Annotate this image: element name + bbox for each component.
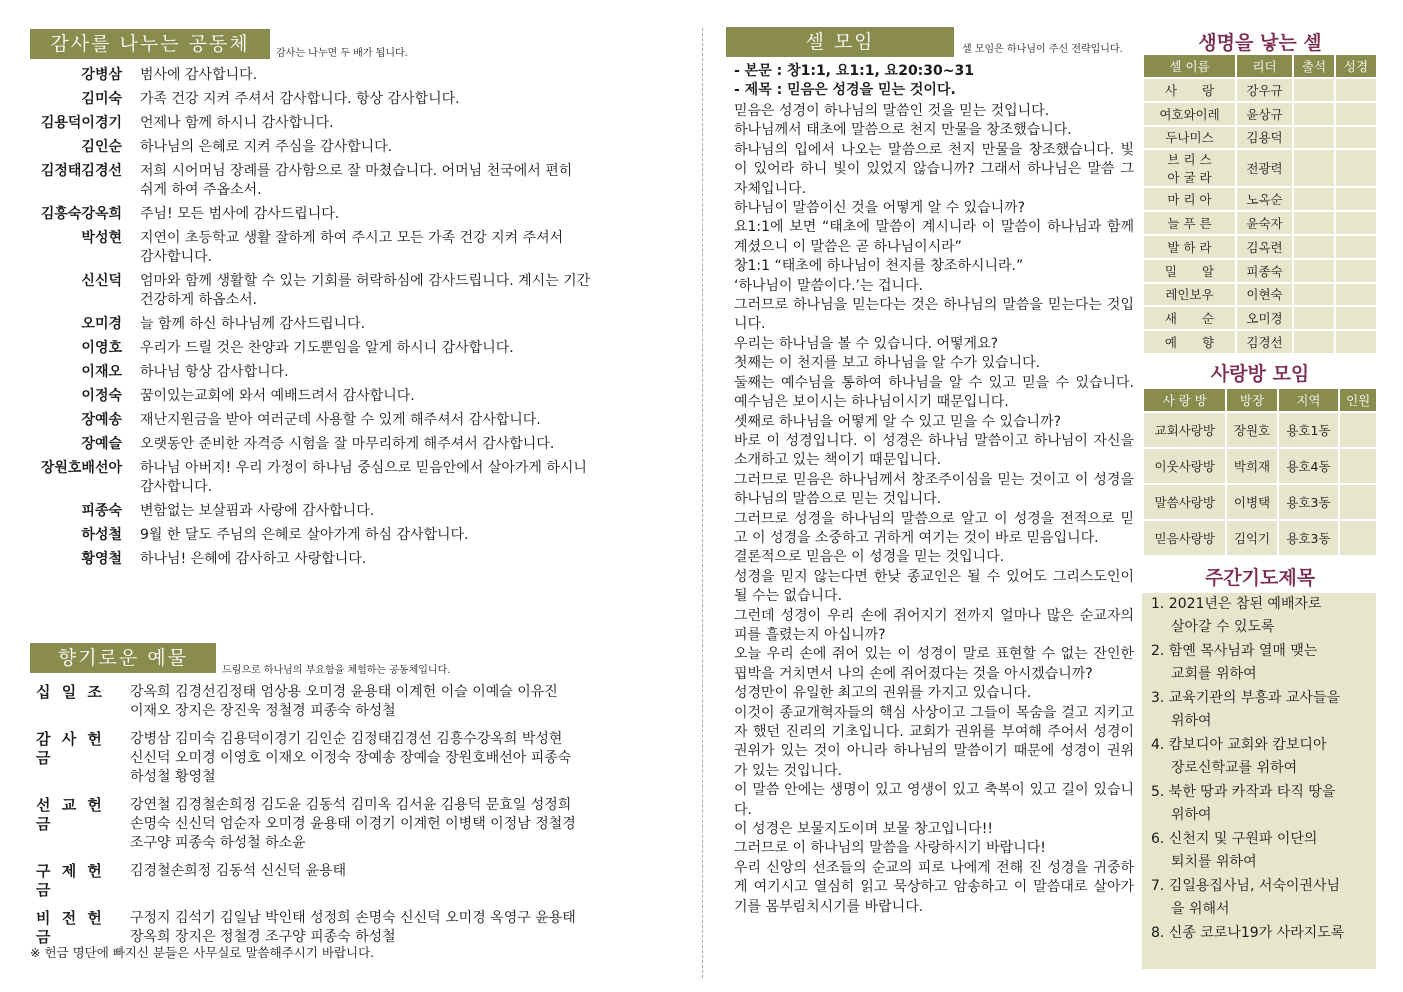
- cell-cell: [1335, 306, 1377, 330]
- prayer-line: 2. 함옌 목사님과 열매 맺는: [1151, 643, 1318, 659]
- sermon-paragraph: 그러므로 하나님을 믿는다는 것은 하나님의 말씀을 믿는다는 것입니다.: [734, 297, 1134, 333]
- offering-line: 김경철손희정 김동석 신신덕 윤용태: [130, 863, 347, 879]
- cell-cell: [1293, 259, 1335, 283]
- thanks-row: [30, 114, 670, 133]
- cell-cell: [1293, 187, 1335, 211]
- sermon-paragraph: 이것이 종교개혁자들의 핵심 사상이고 그들이 목숨을 걸고 지키고자 했던 진리의 기초입니다. 교회가 권위를 부여해 주어서 성경이 권위가 있는 것이 아니라 하나님의 말씀이기 때문에 성경이 권위가 있는 것입니다.: [734, 704, 1134, 779]
- thanks-name: 하성철: [81, 527, 122, 543]
- prayer-line: 5. 북한 땅과 카작과 타직 땅을: [1151, 784, 1336, 800]
- thanks-name: 이재오: [81, 364, 122, 380]
- sermon-text-ref: - 본문 : 창1:1, 요1:1, 요20:30~31: [734, 63, 974, 79]
- cell-row: [1143, 187, 1377, 211]
- thanks-name: 이영호: [81, 340, 122, 356]
- prayer-item: [1142, 781, 1376, 827]
- thanks-line: 감사합니다.: [140, 249, 213, 265]
- cell-cell: 김옥련: [1236, 235, 1293, 259]
- thanks-header: 감사를 나누는 공동체: [30, 29, 270, 59]
- prayer-item: [1142, 922, 1376, 945]
- sermon-paragraph: 그런데 성경이 우리 손에 쥐어지기 전까지 얼마나 많은 순교자의 피를 흘렸는지 아십니까?: [734, 607, 1134, 643]
- thanks-row: [30, 90, 670, 109]
- thanks-line: 오랫동안 준비한 자격증 시험을 잘 마무리하게 해주셔서 감사합니다.: [140, 436, 555, 452]
- cell-col-header: 리더: [1236, 54, 1293, 78]
- thanks-line: 하나님! 은혜에 감사하고 사랑합니다.: [140, 551, 367, 567]
- thanks-text: [140, 315, 670, 334]
- thanks-text: [140, 459, 670, 497]
- prayer-line: 살아갈 수 있도록: [1171, 619, 1275, 635]
- thanks-row: [30, 205, 670, 224]
- offering-names: [130, 796, 670, 853]
- cell-row: [1143, 330, 1377, 354]
- offering-line: 이재오 장지은 장진욱 정철경 피종숙 하성철: [130, 703, 396, 719]
- thanks-line: 꿈이있는교회에 와서 예배드려서 감사합니다.: [140, 388, 415, 404]
- offering-line: 손명숙 신신덕 엄순자 오미경 윤용태 이경기 이계헌 이병택 이정남 정철경: [130, 816, 576, 832]
- thanks-subtitle: 감사는 나누면 두 배가 됩니다.: [276, 48, 408, 59]
- prayer-line: 4. 캄보디아 교회와 캄보디아: [1151, 737, 1327, 753]
- thanks-line: 건강하게 하옵소서.: [140, 292, 258, 308]
- thanks-line: 감사합니다.: [140, 479, 213, 495]
- cell-cell: [1293, 149, 1335, 187]
- cell-cell: [1293, 102, 1335, 126]
- cell-row: [1143, 306, 1377, 330]
- cell-cell: [1335, 283, 1377, 307]
- offering-note: ※ 헌금 명단에 빠지신 분들은 사무실로 말씀해주시기 바랍니다.: [30, 945, 375, 960]
- prayer-line: 1. 2021년은 참된 예배자로: [1151, 596, 1322, 612]
- offering-line: 조구양 피종숙 하성철 하소윤: [130, 835, 306, 851]
- thanks-text: [140, 162, 670, 200]
- thanks-row: [30, 272, 670, 310]
- cell-cell: [1335, 330, 1377, 354]
- thanks-text: [140, 205, 670, 224]
- cell-row: [1143, 211, 1377, 235]
- offering-line: 강연철 김경철손희정 김도윤 김동석 김미옥 김서윤 김용덕 문효일 성정희: [130, 797, 572, 813]
- thanks-name: 강병삼: [81, 67, 122, 83]
- thanks-line: 9월 한 달도 주님의 은혜로 살아가게 하심 감사합니다.: [140, 527, 469, 543]
- prayer-line: 을 위해서: [1171, 901, 1230, 917]
- offering-label: 구 제 헌 금: [36, 862, 105, 899]
- love-row: [1143, 412, 1377, 448]
- love-cell: 이웃사랑방: [1143, 448, 1226, 484]
- offering-row: [30, 909, 670, 947]
- thanks-text: [140, 114, 670, 133]
- offering-line: 하성철 황영철: [130, 769, 216, 785]
- sermon-paragraph: 우리는 하나님을 볼 수 있습니다. 어떻게요?: [734, 335, 999, 352]
- prayer-title: 주간기도제목: [1204, 567, 1316, 589]
- cell-cell: 노옥순: [1236, 187, 1293, 211]
- offering-names: [130, 730, 670, 787]
- thanks-text: [140, 502, 670, 521]
- cell-row: [1143, 259, 1377, 283]
- offering-header: 향기로운 예물: [30, 643, 216, 673]
- cell-col-header: 셀 이름: [1143, 54, 1236, 78]
- prayer-line: 퇴치를 위하여: [1171, 854, 1257, 870]
- offering-line: 신신덕 오미경 이영호 이재오 이정숙 장예송 장예슬 장원호배선아 피종숙: [130, 750, 572, 766]
- cell-row: [1143, 149, 1377, 187]
- cell-cell: 두나미스: [1143, 126, 1236, 150]
- page-divider: [702, 28, 703, 978]
- cell-cell: 김경선: [1236, 330, 1293, 354]
- love-row: [1143, 484, 1377, 520]
- thanks-line: 하나님 아버지! 우리 가정이 하나님 중심으로 믿음안에서 살아가게 하시니: [140, 460, 587, 476]
- prayer-line: 교회를 위하여: [1171, 666, 1257, 682]
- love-cell: 용호1동: [1278, 412, 1340, 448]
- thanks-name: 김인순: [81, 139, 122, 155]
- sermon: [734, 62, 1134, 917]
- cell-col-header: 출석: [1293, 54, 1335, 78]
- thanks-name: 김흥숙강옥희: [40, 206, 122, 222]
- sermon-paragraph: 첫째는 이 천지를 보고 하나님을 알 수가 있습니다.: [734, 355, 1041, 372]
- sermon-paragraph: 성경만이 유일한 최고의 권위를 가지고 있습니다.: [734, 685, 1032, 702]
- love-col-header: 지역: [1278, 388, 1340, 412]
- prayer-line: 위하여: [1171, 713, 1212, 729]
- offering-line: 강옥희 김경선김정태 엄상용 오미경 윤용태 이계헌 이슬 이예슬 이유진: [130, 684, 558, 700]
- thanks-row: [30, 459, 670, 497]
- cell-row: [1143, 235, 1377, 259]
- thanks-line: 주님! 모든 범사에 감사드립니다.: [140, 206, 340, 222]
- cell-row: [1143, 78, 1377, 102]
- cell-cell: [1335, 102, 1377, 126]
- sermon-paragraph: 오늘 우리 손에 쥐어 있는 이 성경이 말로 표현할 수 없는 잔인한 핍박을 거치면서 나의 손에 쥐어졌다는 것을 아시겠습니까?: [734, 646, 1134, 682]
- thanks-line: 늘 함께 하신 하나님께 감사드립니다.: [140, 316, 366, 332]
- offering-label: 감 사 헌 금: [36, 730, 105, 767]
- love-cell: 교회사랑방: [1143, 412, 1226, 448]
- sermon-paragraph: 셋째로 하나님을 어떻게 알 수 있고 믿을 수 있습니까?: [734, 413, 1062, 430]
- thanks-name: 김용덕이경기: [40, 115, 122, 131]
- offering-list: [30, 683, 670, 956]
- thanks-row: [30, 502, 670, 521]
- cell-cell: 오미경: [1236, 306, 1293, 330]
- cell-cell: 밀 알: [1143, 259, 1236, 283]
- sermon-paragraph: 이 성경은 보물지도이며 보물 창고입니다!!: [734, 821, 993, 838]
- prayer-line: 8. 신종 코로나19가 사라지도록: [1151, 925, 1345, 941]
- thanks-row: [30, 229, 670, 267]
- offering-row: [30, 796, 670, 853]
- thanks-list: [30, 66, 670, 574]
- love-cell: 말씀사랑방: [1143, 484, 1226, 520]
- cell-cell: 피종숙: [1236, 259, 1293, 283]
- prayer-item: [1142, 828, 1376, 874]
- thanks-row: [30, 66, 670, 85]
- sermon-body: [734, 102, 1134, 917]
- love-cell: 용호3동: [1278, 484, 1340, 520]
- love-cell: [1339, 448, 1377, 484]
- cell-cell: 마 리 아: [1143, 187, 1236, 211]
- thanks-line: 지연이 초등학교 생활 잘하게 하여 주시고 모든 가족 건강 지켜 주셔서: [140, 230, 564, 246]
- offering-row: [30, 730, 670, 787]
- cell-row: [1143, 283, 1377, 307]
- thanks-name: 피종숙: [81, 503, 122, 519]
- thanks-row: [30, 526, 670, 545]
- love-cell: 장원호: [1226, 412, 1277, 448]
- thanks-name: 신신덕: [81, 273, 122, 289]
- thanks-text: [140, 526, 670, 545]
- thanks-line: 하나님의 은혜로 지켜 주심을 감사합니다.: [140, 139, 393, 155]
- thanks-line: 하나님 항상 감사합니다.: [140, 364, 289, 380]
- thanks-row: [30, 315, 670, 334]
- thanks-row: [30, 138, 670, 157]
- love-col-header: 방장: [1226, 388, 1277, 412]
- thanks-text: [140, 229, 670, 267]
- prayer-line: 장로신학교를 위하여: [1171, 760, 1298, 776]
- cell-cell: 발 하 라: [1143, 235, 1236, 259]
- cell-table: [1142, 53, 1378, 355]
- thanks-row: [30, 162, 670, 200]
- thanks-text: [140, 90, 670, 109]
- prayer-item: [1142, 593, 1376, 639]
- sermon-paragraph: 하나님의 입에서 나오는 말씀으로 천지 만물을 창조했습니다. 빛이 있어라 하니 빛이 있었지 않습니까? 그래서 하나님은 말씀 그 자체입니다.: [734, 141, 1134, 197]
- offering-row: [30, 683, 670, 721]
- thanks-row: [30, 411, 670, 430]
- offering-line: 구정지 김석기 김일남 박인태 성정희 손명숙 신신덕 오미경 옥영구 윤용태: [130, 910, 576, 926]
- cell-cell: [1335, 187, 1377, 211]
- love-cell: 이병택: [1226, 484, 1277, 520]
- thanks-name: 김미숙: [81, 91, 122, 107]
- thanks-line: 재난지원금을 받아 여러군데 사용할 수 있게 해주셔서 감사합니다.: [140, 412, 541, 428]
- love-cell: 믿음사랑방: [1143, 520, 1226, 556]
- thanks-line: 언제나 함께 하시니 감사합니다.: [140, 115, 334, 131]
- thanks-line: 쉬게 하여 주옵소서.: [140, 182, 262, 198]
- cell-cell: 윤상규: [1236, 102, 1293, 126]
- offering-names: [130, 683, 670, 721]
- prayer-item: [1142, 640, 1376, 686]
- cell-col-header: 성경: [1335, 54, 1377, 78]
- thanks-text: [140, 272, 670, 310]
- thanks-name: 황영철: [81, 551, 122, 567]
- thanks-name: 김정태김경선: [40, 163, 122, 179]
- thanks-line: 가족 건강 지켜 주셔서 감사합니다. 항상 감사합니다.: [140, 91, 460, 107]
- sermon-paragraph: 창1:1 “태초에 하나님이 천지를 창조하시니라.”: [734, 258, 1024, 275]
- sermon-paragraph: 성경을 믿지 않는다면 한낮 종교인은 될 수 있어도 그리스도인이 될 수는 없습니다.: [734, 568, 1134, 605]
- thanks-text: [140, 138, 670, 157]
- thanks-text: [140, 387, 670, 406]
- thanks-row: [30, 339, 670, 358]
- thanks-line: 엄마와 함께 생활할 수 있는 기회를 허락하심에 감사드립니다. 계시는 기간: [140, 273, 591, 289]
- cell-cell: [1293, 235, 1335, 259]
- sermon-paragraph: 우리 신앙의 선조들의 순교의 피로 나에게 전해 진 성경을 귀중하게 여기시고 열심히 읽고 묵상하고 암송하고 이 말씀대로 살아가기를 몸부림치시기를 바랍니다.: [734, 859, 1134, 915]
- love-cell: 김익기: [1226, 520, 1277, 556]
- sermon-paragraph: 그러므로 성경을 하나님의 말씀으로 알고 이 성경을 전적으로 믿고 이 성경을 소중하고 귀하게 여기는 것이 바로 믿음입니다.: [734, 510, 1134, 546]
- cell-cell: 윤숙자: [1236, 211, 1293, 235]
- cell-cell: [1335, 149, 1377, 187]
- thanks-text: [140, 66, 670, 85]
- prayer-line: 위하여: [1171, 807, 1212, 823]
- sermon-paragraph: 믿음은 성경이 하나님의 말씀인 것을 믿는 것입니다.: [734, 103, 1050, 119]
- sermon-paragraph: 하나님께서 태초에 말씀으로 천지 만물을 창조했습니다.: [734, 122, 1072, 139]
- prayer-list: [1142, 593, 1376, 969]
- cell-row: [1143, 102, 1377, 126]
- love-cell: [1339, 412, 1377, 448]
- thanks-line: 변함없는 보살핌과 사랑에 감사합니다.: [140, 503, 375, 519]
- thanks-name: 장예송: [81, 412, 122, 428]
- love-cell: 용호3동: [1278, 520, 1340, 556]
- sermon-paragraph: 그러므로 믿음은 하나님께서 창조주이심을 믿는 것이고 이 성경을 하나님의 말씀으로 믿는 것입니다.: [734, 471, 1134, 508]
- cell-table-title: 생명을 낳는 셀: [1198, 32, 1322, 54]
- sermon-title: - 제목 : 믿음은 성경을 믿는 것이다.: [734, 82, 956, 98]
- cell-subtitle: 셀 모임은 하나님이 주신 전략입니다.: [962, 44, 1123, 55]
- cell-cell: 브 리 스 아 굴 라: [1143, 149, 1236, 187]
- cell-cell: 여호와이레: [1143, 102, 1236, 126]
- offering-label: 십 일 조: [36, 683, 105, 701]
- cell-cell: [1293, 211, 1335, 235]
- prayer-item: [1142, 734, 1376, 780]
- thanks-name: 이정숙: [81, 388, 122, 404]
- thanks-name: 장예슬: [81, 436, 122, 452]
- love-row: [1143, 448, 1377, 484]
- sermon-paragraph: ‘하나님이 말씀이다.’는 겁니다.: [734, 277, 923, 294]
- cell-cell: [1335, 259, 1377, 283]
- sermon-paragraph: 둘째는 예수님을 통하여 하나님을 알 수 있고 믿을 수 있습니다. 예수님은 보이시는 하나님이시기 때문입니다.: [734, 374, 1134, 411]
- prayer-line: 7. 김일용집사님, 서숙이권사님: [1151, 878, 1340, 894]
- cell-cell: 예 향: [1143, 330, 1236, 354]
- love-col-header: 사 랑 방: [1143, 388, 1226, 412]
- thanks-row: [30, 363, 670, 382]
- sermon-paragraph: 하나님이 말씀이신 것을 어떻게 알 수 있습니까?: [734, 200, 1026, 217]
- thanks-name: 박성현: [81, 230, 122, 246]
- prayer-item: [1142, 687, 1376, 733]
- cell-cell: 강우규: [1236, 78, 1293, 102]
- thanks-text: [140, 435, 670, 454]
- thanks-text: [140, 339, 670, 358]
- offering-label: 선 교 헌 금: [36, 796, 105, 833]
- sermon-paragraph: 요1:1에 보면 “태초에 말씀이 계시니라 이 말씀이 하나님과 함께 계셨으니 이 말씀은 곧 하나님이시라”: [734, 219, 1134, 255]
- offering-subtitle: 드림으로 하나님의 부요함을 체험하는 공동체입니다.: [222, 665, 451, 676]
- love-row: [1143, 520, 1377, 556]
- offering-names: [130, 909, 670, 947]
- cell-cell: [1335, 126, 1377, 150]
- cell-cell: [1293, 306, 1335, 330]
- prayer-line: 3. 교육기관의 부흥과 교사들을: [1151, 690, 1340, 706]
- cell-cell: [1335, 78, 1377, 102]
- sermon-paragraph: 바로 이 성경입니다. 이 성경은 하나님 말씀이고 하나님이 자신을 소개하고 있는 책이기 때문입니다.: [734, 432, 1134, 469]
- cell-cell: [1293, 283, 1335, 307]
- cell-cell: 사 랑: [1143, 78, 1236, 102]
- love-col-header: 인원: [1339, 388, 1377, 412]
- love-cell: [1339, 520, 1377, 556]
- sermon-paragraph: 이 말씀 안에는 생명이 있고 영생이 있고 축복이 있고 길이 있습니다.: [734, 782, 1134, 818]
- cell-cell: [1335, 235, 1377, 259]
- thanks-row: [30, 550, 670, 569]
- offering-row: [30, 862, 670, 900]
- thanks-line: 우리가 드릴 것은 찬양과 기도뿐임을 알게 하시니 감사합니다.: [140, 340, 514, 356]
- cell-cell: 이현숙: [1236, 283, 1293, 307]
- offering-label: 비 전 헌 금: [36, 909, 105, 946]
- cell-cell: 레인보우: [1143, 283, 1236, 307]
- thanks-text: [140, 411, 670, 430]
- love-cell: 박희재: [1226, 448, 1277, 484]
- thanks-row: [30, 435, 670, 454]
- offering-names: [130, 862, 670, 900]
- love-table-title: 사랑방 모임: [1210, 363, 1310, 385]
- love-cell: [1339, 484, 1377, 520]
- offering-line: 강병삼 김미숙 김용덕이경기 김인순 김정태김경선 김흥수강옥희 박성현: [130, 731, 563, 747]
- cell-cell: [1293, 126, 1335, 150]
- thanks-line: 저희 시어머님 장례를 감사함으로 잘 마쳤습니다. 어머님 천국에서 편히: [140, 163, 573, 179]
- thanks-text: [140, 550, 670, 569]
- cell-cell: [1335, 211, 1377, 235]
- love-cell: 용호4동: [1278, 448, 1340, 484]
- cell-cell: 늘 푸 른: [1143, 211, 1236, 235]
- offering-line: 장옥희 장지은 정철경 조구양 피종숙 하성철: [130, 929, 396, 945]
- thanks-name: 오미경: [81, 316, 122, 332]
- thanks-name: 장원호배선아: [40, 460, 122, 476]
- cell-cell: 전광력: [1236, 149, 1293, 187]
- sermon-paragraph: 그러므로 이 하나님의 말씀을 사랑하시기 바랍니다!: [734, 840, 1046, 857]
- thanks-line: 범사에 감사합니다.: [140, 67, 258, 83]
- sermon-paragraph: 결론적으로 믿음은 이 성경을 믿는 것입니다.: [734, 549, 1005, 566]
- cell-cell: [1293, 330, 1335, 354]
- thanks-row: [30, 387, 670, 406]
- thanks-text: [140, 363, 670, 382]
- cell-cell: [1293, 78, 1335, 102]
- cell-row: [1143, 126, 1377, 150]
- prayer-item: [1142, 875, 1376, 921]
- cell-header: 셀 모임: [726, 27, 954, 57]
- cell-cell: 김용덕: [1236, 126, 1293, 150]
- prayer-line: 6. 신천지 및 구원파 이단의: [1151, 831, 1318, 847]
- cell-cell: 새 순: [1143, 306, 1236, 330]
- love-table: [1142, 387, 1378, 557]
